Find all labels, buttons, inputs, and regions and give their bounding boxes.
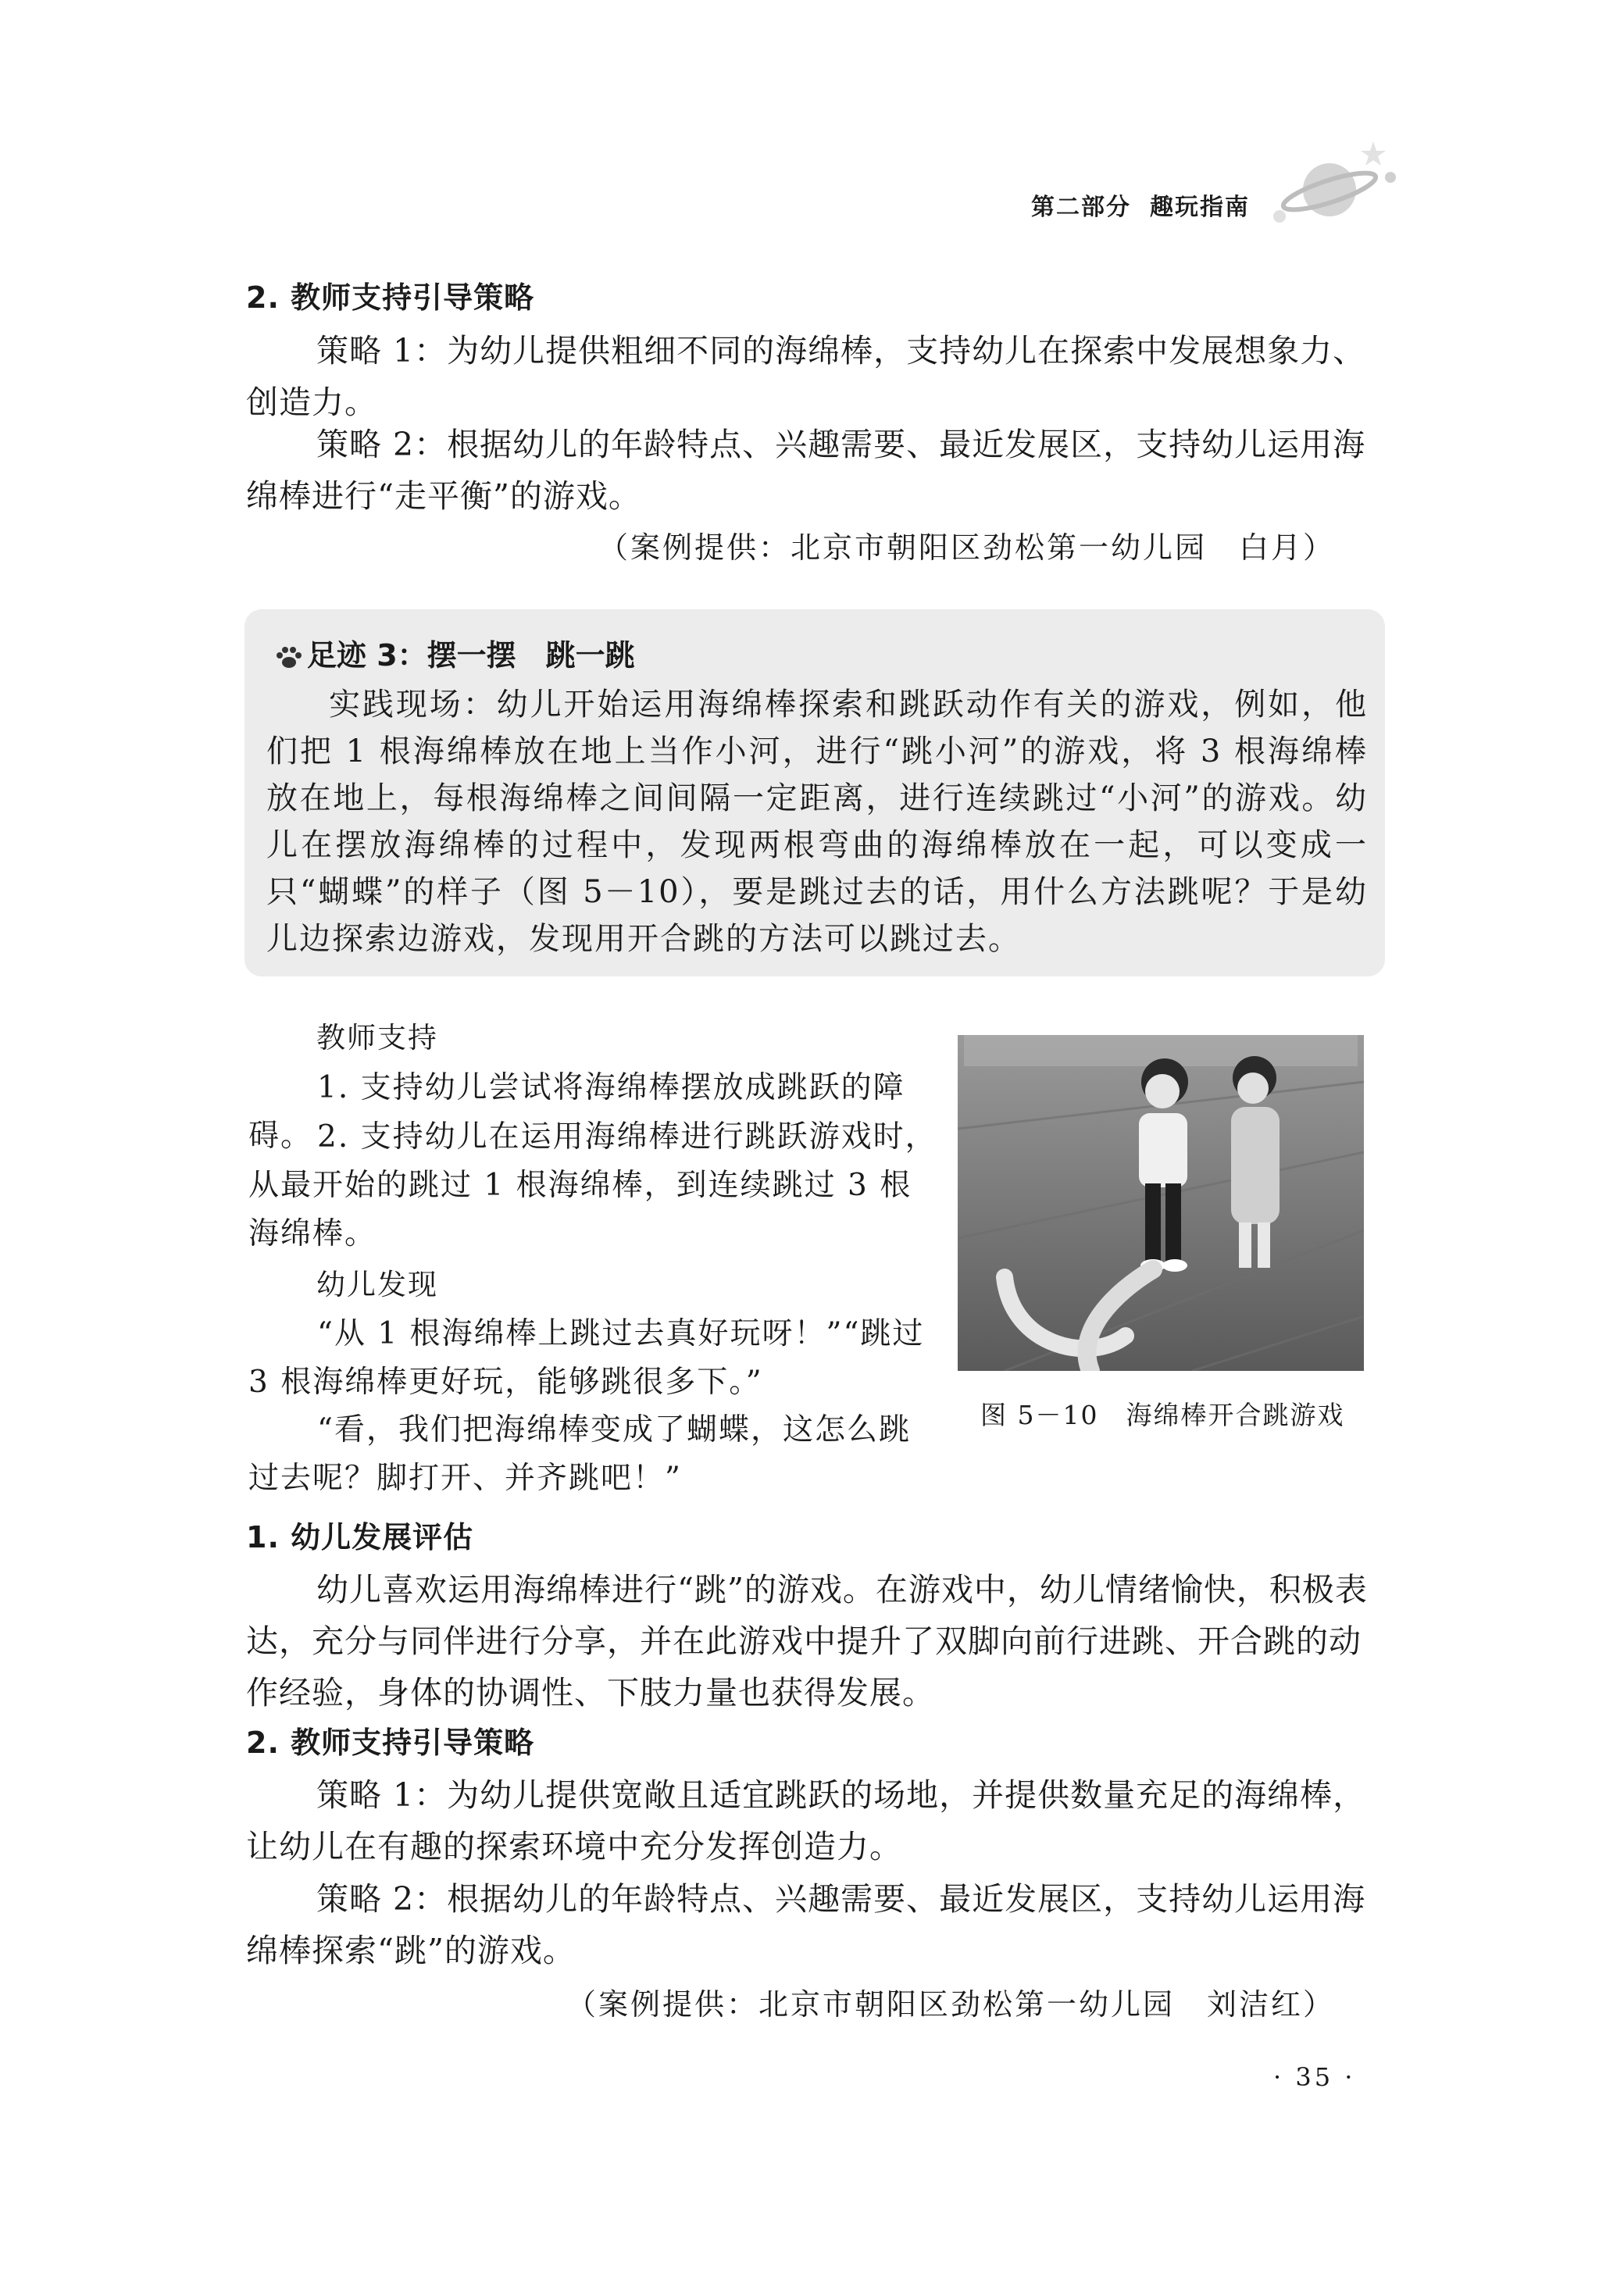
section1-heading: 2. 教师支持引导策略 — [246, 280, 535, 315]
section2-strategy2: 策略 2：根据幼儿的年龄特点、兴趣需要、最近发展区，支持幼儿运用海绵棒探索“跳”的游戏。 — [246, 1880, 1366, 1969]
footprint-body: 实践现场：幼儿开始运用海绵棒探索和跳跃动作有关的游戏，例如，他们把 1 根海绵棒放在地上当作小河，进行“跳小河”的游戏，将 3 根海绵棒放在地上，每根海绵棒之间间隔一定距离，进行连续跳过“小河”的游戏。幼儿在摆放海绵棒的过程中，发现两根弯曲的海绵棒放在一起，可以变成一只“蝴蝶”的样子（图 5－10），要是跳过去的话，用什么方法跳呢？于是幼儿边探索边游戏，发现用开合跳的方法可以跳过去。 — [266, 687, 1368, 957]
paw-icon — [276, 646, 302, 669]
section2-heading2: 2. 教师支持引导策略 — [246, 1726, 535, 1760]
section1-credit: （案例提供：北京市朝阳区劲松第一幼儿园 白月） — [598, 530, 1335, 565]
section2-strategy1: 策略 1：为幼儿提供宽敞且适宜跳跃的场地，并提供数量充足的海绵棒，让幼儿在有趣的探索环境中充分发挥创造力。 — [246, 1776, 1366, 1865]
teacher-support-label: 教师支持 — [316, 1021, 438, 1055]
section2-credit: （案例提供：北京市朝阳区劲松第一幼儿园 刘洁红） — [566, 1987, 1335, 2022]
teacher-support-item2: 2. 支持幼儿在运用海绵棒进行跳跃游戏时，从最开始的跳过 1 根海绵棒，到连续跳过 3 根海绵棒。 — [248, 1119, 937, 1251]
header-part: 第二部分 — [1031, 194, 1131, 221]
header-guide: 趣玩指南 — [1150, 194, 1250, 221]
footprint-title — [276, 631, 635, 674]
section1-strategy1: 策略 1：为幼儿提供粗细不同的海绵棒，支持幼儿在探索中发展想象力、创造力。 — [246, 332, 1366, 421]
page-number: · 35 · — [1273, 2062, 1356, 2092]
teacher-support-item1: 1. 支持幼儿尝试将海绵棒摆放成跳跃的障碍。 — [248, 1070, 905, 1154]
section1-strategy2: 策略 2：根据幼儿的年龄特点、兴趣需要、最近发展区，支持幼儿运用海绵棒进行“走平衡”的游戏。 — [246, 426, 1366, 515]
footprint-box — [244, 609, 1385, 976]
footprint-title-text: 足迹 3：摆一摆 跳一跳 — [307, 638, 635, 673]
section2-assessment: 幼儿喜欢运用海绵棒进行“跳”的游戏。在游戏中，幼儿情绪愉快，积极表达，充分与同伴进行分享，并在此游戏中提升了双脚向前行进跳、开合跳的动作经验，身体的协调性、下肢力量也获得发展。 — [246, 1571, 1368, 1711]
section2-heading1: 1. 幼儿发展评估 — [246, 1520, 474, 1554]
child-findings-quote1: “从 1 根海绵棒上跳过去真好玩呀！”“跳过 3 根海绵棒更好玩，能够跳很多下。” — [248, 1316, 925, 1400]
planet-decoration-icon — [1273, 137, 1398, 230]
figure-photo — [958, 1035, 1364, 1371]
child-findings-quote2: “看，我们把海绵棒变成了蝴蝶，这怎么跳过去呢？脚打开、并齐跳吧！” — [248, 1412, 911, 1496]
figure-caption: 图 5－10 海绵棒开合跳游戏 — [980, 1400, 1345, 1430]
child-findings-label: 幼儿发现 — [316, 1268, 438, 1301]
